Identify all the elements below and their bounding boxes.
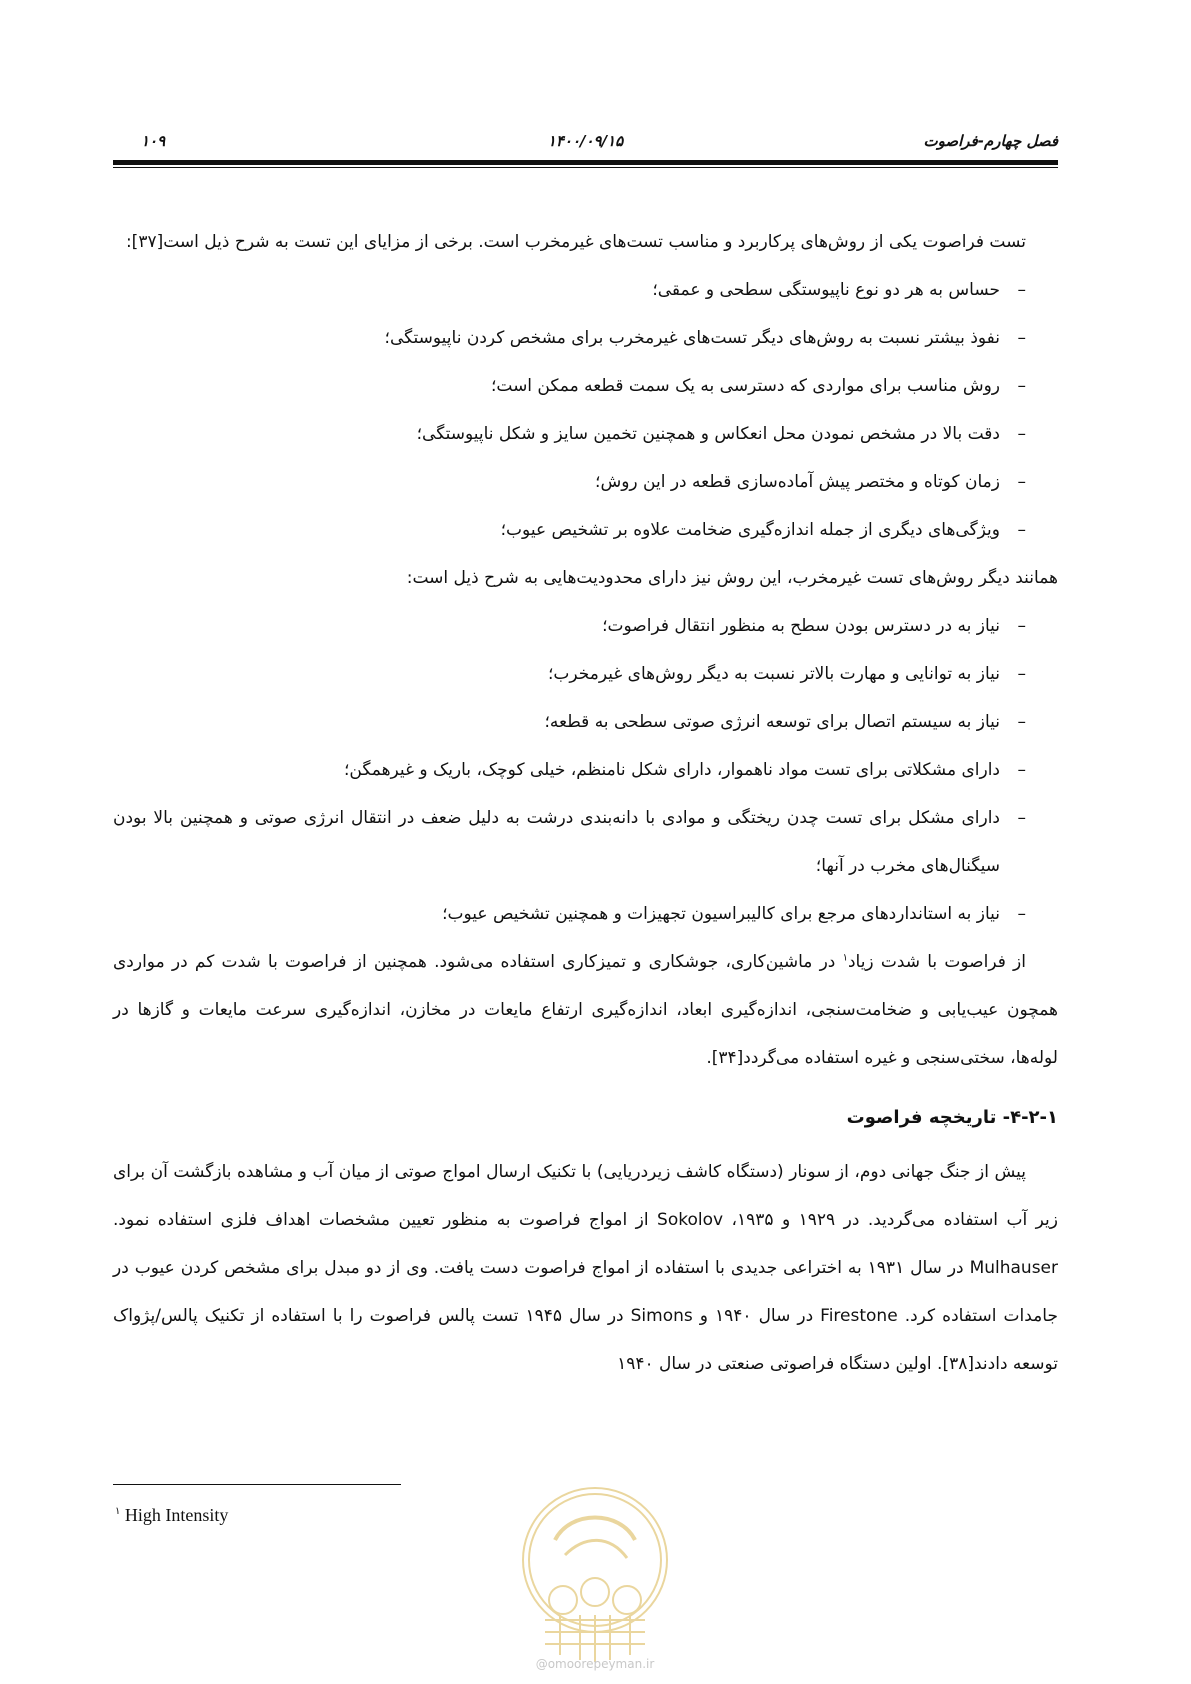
footnote-rule (113, 1484, 401, 1485)
limitations-intro: همانند دیگر روش‌های تست غیرمخرب، این روش نیز دارای محدودیت‌هایی به شرح ذیل است: (406, 568, 1058, 588)
applications-text-end: در ماشین‌کاری، جوشکاری و تمیزکاری استفاده می‌شود. همچنین از فراصوت با شدت کم در مواردی همچون عیب‌یابی و ضخامت‌سنجی، اندازه‌گیری ابعاد، اندازه‌گیری ارتفاع مایعات در مخازن، اندازه‌گیری سرعت مایعات و گازها در لوله‌ها، سختی‌سنجی و غیره استفاده می‌گردد[۳۴]. (113, 952, 1058, 1068)
dash-bullet: – (1017, 424, 1026, 444)
dash-bullet: – (1017, 760, 1026, 780)
advantages-list (113, 266, 1058, 554)
intro-paragraph: تست فراصوت یکی از روش‌های پرکاربرد و مناسب تست‌های غیرمخرب است. برخی از مزایای این تست به شرح ذیل است[۳۷]: (125, 232, 1026, 252)
section-heading: ۴-۲-۱- تاریخچه فراصوت (846, 1107, 1058, 1128)
list-item-text: دارای مشکل برای تست چدن ریختگی و موادی با دانه‌بندی درشت به دلیل ضعف در انتقال انرژی صوتی و همچنین بالا بودن سیگنال‌های مخرب در آنها؛ (113, 808, 1000, 876)
list-item-text: زمان کوتاه و مختصر پیش آماده‌سازی قطعه در این روش؛ (595, 472, 1000, 492)
header-rule-thick (113, 160, 1058, 165)
applications-paragraph (113, 938, 1058, 1082)
dash-bullet: – (1017, 712, 1026, 732)
list-item (113, 314, 1058, 362)
history-paragraph: پیش از جنگ جهانی دوم، از سونار (دستگاه کاشف زیردریایی) با تکنیک ارسال امواج صوتی از میان آب و مشاهده بازگشت آن برای زیر آب استفاده می‌گردید. در ۱۹۲۹ و ۱۹۳۵، Sokolov از امواج فراصوت به منظور تعیین مشخصات اهداف فلزی استفاده نمود. Mulhauser در سال ۱۹۳۱ به اختراعی جدیدی با استفاده از امواج فراصوت دست یافت. وی از دو مبدل برای مشخص کردن عیوب در جامدات استفاده کرد. Firestone در سال ۱۹۴۰ و Simons در سال ۱۹۴۵ تست پالس فراصوت را با استفاده از تکنیک پالس/پژواک توسعه دادند[۳۸]. اولین دستگاه فراصوتی صنعتی در سال ۱۹۴۰ (113, 1162, 1058, 1374)
header-rule-thin (113, 167, 1058, 168)
footnote-marker: ۱ (115, 1506, 121, 1517)
dash-bullet: – (1017, 280, 1026, 300)
list-item (113, 890, 1058, 938)
applications-text-start: از فراصوت با شدت زیاد (847, 952, 1026, 972)
dash-bullet: – (1017, 472, 1026, 492)
footnote-reference: ۱ (842, 952, 848, 964)
chapter-title: فصل چهارم-فراصوت (923, 132, 1058, 150)
watermark-seal-icon (515, 1480, 675, 1670)
dash-bullet: – (1017, 664, 1026, 684)
list-item-text: نیاز به سیستم اتصال برای توسعه انرژی صوتی سطحی به قطعه؛ (544, 712, 1000, 732)
list-item-text: نیاز به در دسترس بودن سطح به منظور انتقال فراصوت؛ (602, 616, 1000, 636)
list-item (113, 410, 1058, 458)
list-item-text: ویژگی‌های دیگری از جمله اندازه‌گیری ضخامت علاوه بر تشخیص عیوب؛ (500, 520, 1000, 540)
footnote (115, 1505, 228, 1526)
list-item (113, 362, 1058, 410)
dash-bullet: – (1017, 328, 1026, 348)
list-item (113, 458, 1058, 506)
header-date: ۱۴۰۰/۰۹/۱۵ (547, 132, 624, 150)
list-item-text: نفوذ بیشتر نسبت به روش‌های دیگر تست‌های غیرمخرب برای مشخص کردن ناپیوستگی؛ (384, 328, 1000, 348)
list-item (113, 698, 1058, 746)
list-item (113, 506, 1058, 554)
list-item (113, 602, 1058, 650)
dash-bullet: – (1017, 616, 1026, 636)
list-item-text: نیاز به توانایی و مهارت بالاتر نسبت به دیگر روش‌های غیرمخرب؛ (548, 664, 1000, 684)
page-body (113, 218, 1058, 1388)
list-item (113, 266, 1058, 314)
list-item-text: دقت بالا در مشخص نمودن محل انعکاس و همچنین تخمین سایز و شکل ناپیوستگی؛ (416, 424, 1000, 444)
watermark-url: @omoorepeyman.ir (535, 1657, 655, 1671)
footnote-text: High Intensity (120, 1505, 229, 1525)
dash-bullet: – (1017, 904, 1026, 924)
list-item-text: نیاز به استانداردهای مرجع برای کالیبراسیون تجهیزات و همچنین تشخیص عیوب؛ (442, 904, 1000, 924)
list-item (113, 794, 1058, 890)
dash-bullet: – (1017, 376, 1026, 396)
page-number: ۱۰۹ (141, 132, 166, 150)
page-header (113, 128, 1058, 158)
list-item-text: دارای مشکلاتی برای تست مواد ناهموار، دارای شکل نامنظم، خیلی کوچک، باریک و غیرهمگن؛ (344, 760, 1000, 780)
list-item (113, 650, 1058, 698)
list-item-text: روش مناسب برای مواردی که دسترسی به یک سمت قطعه ممکن است؛ (490, 376, 1000, 396)
dash-bullet: – (1017, 808, 1026, 828)
list-item (113, 746, 1058, 794)
list-item-text: حساس به هر دو نوع ناپیوستگی سطحی و عمقی؛ (652, 280, 1000, 300)
dash-bullet: – (1017, 520, 1026, 540)
limitations-list (113, 602, 1058, 938)
